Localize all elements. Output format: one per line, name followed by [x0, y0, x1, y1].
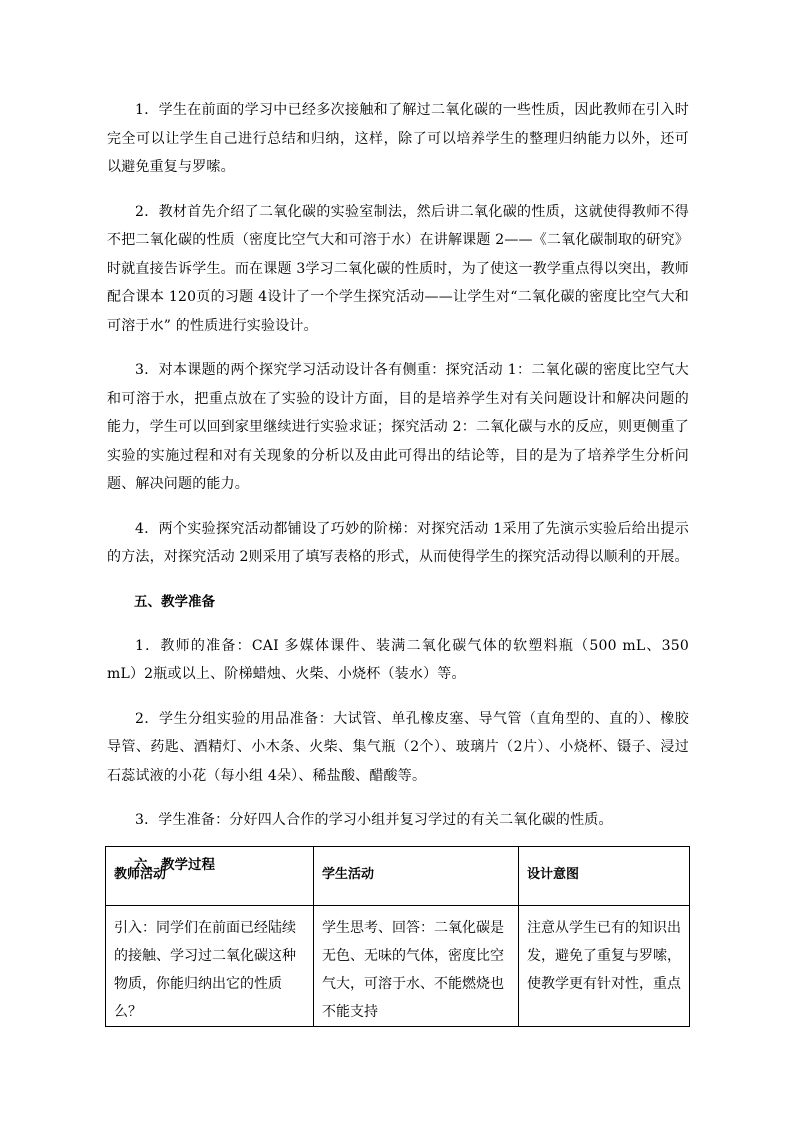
cell-student-activity: 学生思考、回答：二氧化碳是无色、无味的气体，密度比空气大，可溶于水、不能燃烧也不能支持 [314, 906, 519, 1027]
cell-design-intent: 注意从学生已有的知识出发，避免了重复与罗嗦，使教学更有针对性，重点 [519, 906, 690, 1027]
header-student-activity: 学生活动 [314, 847, 519, 906]
paragraph-1: 1．学生在前面的学习中已经多次接触和了解过二氧化碳的一些性质，因此教师在引入时完全可以让学生自己进行总结和归纳，这样，除了可以培养学生的整理归纳能力以外，还可以避免重复与罗嗦。 [107, 102, 689, 175]
section-5-heading: 五、教学准备 [134, 593, 215, 610]
section-6-heading: 六、教学过程 [134, 856, 215, 873]
paragraph-4: 4．两个实验探究活动都铺设了巧妙的阶梯：对探究活动 1采用了先演示实验后给出提示的方法，对探究活动 2则采用了填写表格的形式，从而使得学生的探究活动得以顺利的开展。 [107, 520, 689, 565]
table-row [106, 906, 690, 1027]
header-design-intent: 设计意图 [519, 847, 690, 906]
table-header-row [106, 847, 690, 906]
paragraph-3: 3．对本课题的两个探究学习活动设计各有侧重：探究活动 1：二氧化碳的密度比空气大和可溶于水，把重点放在了实验的设计方面，目的是培养学生对有关问题设计和解决问题的能力，学生可以回到家里继续进行实验求证；探究活动 2：二氧化碳与水的反应，则更侧重了实验的实施过程和对有关现象的分析以及由此可得出的结论等，目的是为了培养学生分析问题、解决问题的能力。 [107, 362, 689, 492]
teaching-process-table [105, 846, 690, 1027]
prep-student-group: 2．学生分组实验的用品准备：大试管、单孔橡皮塞、导气管（直角型的、直的）、橡胶导管、药匙、酒精灯、小木条、火柴、集气瓶（2个）、玻璃片（2片）、小烧杯、镊子、浸过石蕊试液的小花（每小组 4朵）、稀盐酸、醋酸等。 [107, 710, 689, 784]
cell-teacher-activity: 引入：同学们在前面已经陆续的接触、学习过二氧化碳这种物质，你能归纳出它的性质么？ [106, 906, 314, 1027]
header-teacher-activity: 教师活动 [106, 847, 314, 906]
paragraph-2: 2．教材首先介绍了二氧化碳的实验室制法，然后讲二氧化碳的性质，这就使得教师不得不把二氧化碳的性质（密度比空气大和可溶于水）在讲解课题 2——《二氧化碳制取的研究》时就直接告诉学生。而在课题 3学习二氧化碳的性质时，为了使这一教学重点得以突出，教师配合课本 120页的习题 4设计了一个学生探究活动——让学生对“二氧化碳的密度比空气大和可溶于水” 的性质进行实验设计。 [107, 203, 689, 334]
prep-teacher: 1．教师的准备：CAI 多媒体课件、装满二氧化碳气体的软塑料瓶（500 mL、350 mL）2瓶或以上、阶梯蜡烛、火柴、小烧杯（装水）等。 [107, 637, 689, 682]
prep-student: 3．学生准备：分好四人合作的学习小组并复习学过的有关二氧化碳的性质。 [135, 812, 613, 828]
document-body [107, 96, 689, 895]
